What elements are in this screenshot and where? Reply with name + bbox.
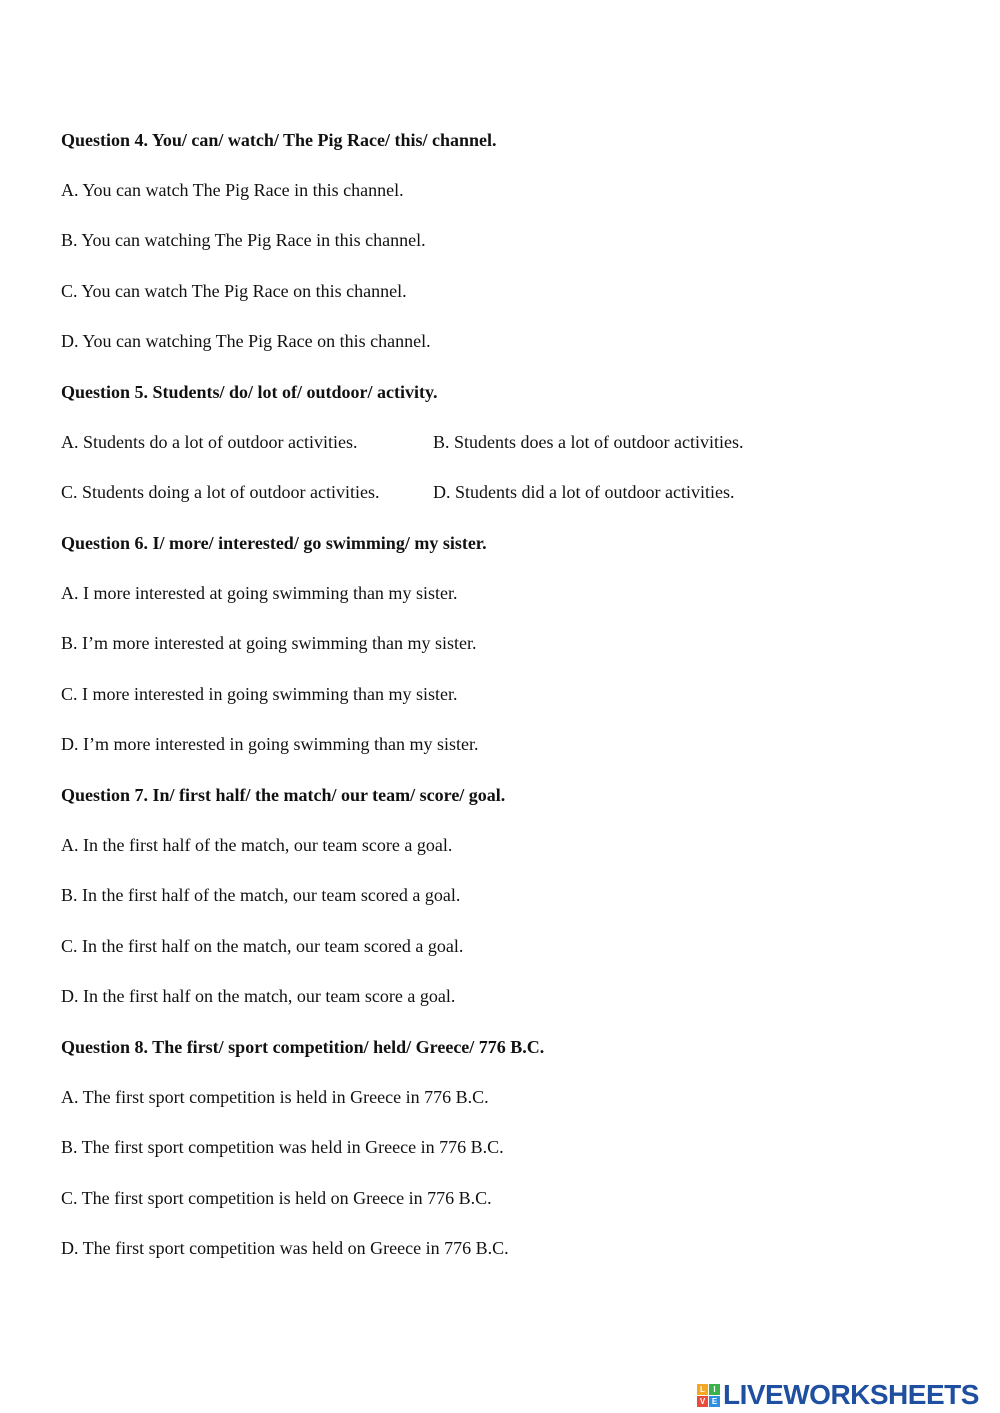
question-4-option-b[interactable]: B. You can watching The Pig Race in this channel. — [61, 230, 426, 250]
question-6-option-a[interactable]: A. I more interested at going swimming than my sister. — [61, 583, 458, 603]
question-5-option-d[interactable]: D. Students did a lot of outdoor activities. — [433, 482, 735, 502]
question-7-option-a[interactable]: A. In the first half of the match, our team score a goal. — [61, 835, 453, 855]
question-8-option-c[interactable]: C. The first sport competition is held on Greece in 776 B.C. — [61, 1188, 492, 1208]
liveworksheets-logo-icon — [697, 1384, 720, 1407]
liveworksheets-logo — [697, 1378, 979, 1412]
liveworksheets-brand: LIVEWORKSHEETS — [723, 1379, 979, 1410]
question-6-title: Question 6. I/ more/ interested/ go swimming/ my sister. — [61, 533, 487, 553]
question-5-row-2 — [61, 477, 735, 507]
logo-tile-i: I — [709, 1384, 720, 1395]
question-6-option-b[interactable]: B. I’m more interested at going swimming than my sister. — [61, 633, 477, 653]
question-5-title: Question 5. Students/ do/ lot of/ outdoor/ activity. — [61, 382, 438, 402]
question-7-title: Question 7. In/ first half/ the match/ our team/ score/ goal. — [61, 785, 506, 805]
question-4-option-a[interactable]: A. You can watch The Pig Race in this channel. — [61, 180, 404, 200]
logo-tile-l: L — [697, 1384, 708, 1395]
question-6-option-d[interactable]: D. I’m more interested in going swimming than my sister. — [61, 734, 479, 754]
question-5-option-b[interactable]: B. Students does a lot of outdoor activities. — [433, 432, 744, 452]
logo-tile-v: V — [697, 1396, 708, 1407]
question-6-option-c[interactable]: C. I more interested in going swimming than my sister. — [61, 684, 458, 704]
question-5-row-1 — [61, 427, 744, 457]
question-8-option-a[interactable]: A. The first sport competition is held in Greece in 776 B.C. — [61, 1087, 489, 1107]
question-8-title: Question 8. The first/ sport competition/ held/ Greece/ 776 B.C. — [61, 1037, 545, 1057]
question-5-option-a[interactable]: A. Students do a lot of outdoor activities. — [61, 432, 358, 452]
logo-tile-e: E — [709, 1396, 720, 1407]
question-7-option-b[interactable]: B. In the first half of the match, our team scored a goal. — [61, 885, 461, 905]
question-4-title: Question 4. You/ can/ watch/ The Pig Race/ this/ channel. — [61, 130, 497, 150]
question-7-option-c[interactable]: C. In the first half on the match, our team scored a goal. — [61, 936, 464, 956]
question-5-option-c[interactable]: C. Students doing a lot of outdoor activities. — [61, 482, 380, 502]
question-8-option-d[interactable]: D. The first sport competition was held on Greece in 776 B.C. — [61, 1238, 509, 1258]
question-8-option-b[interactable]: B. The first sport competition was held in Greece in 776 B.C. — [61, 1137, 504, 1157]
question-7-option-d[interactable]: D. In the first half on the match, our team score a goal. — [61, 986, 456, 1006]
question-4-option-c[interactable]: C. You can watch The Pig Race on this channel. — [61, 281, 407, 301]
question-4-option-d[interactable]: D. You can watching The Pig Race on this channel. — [61, 331, 431, 351]
